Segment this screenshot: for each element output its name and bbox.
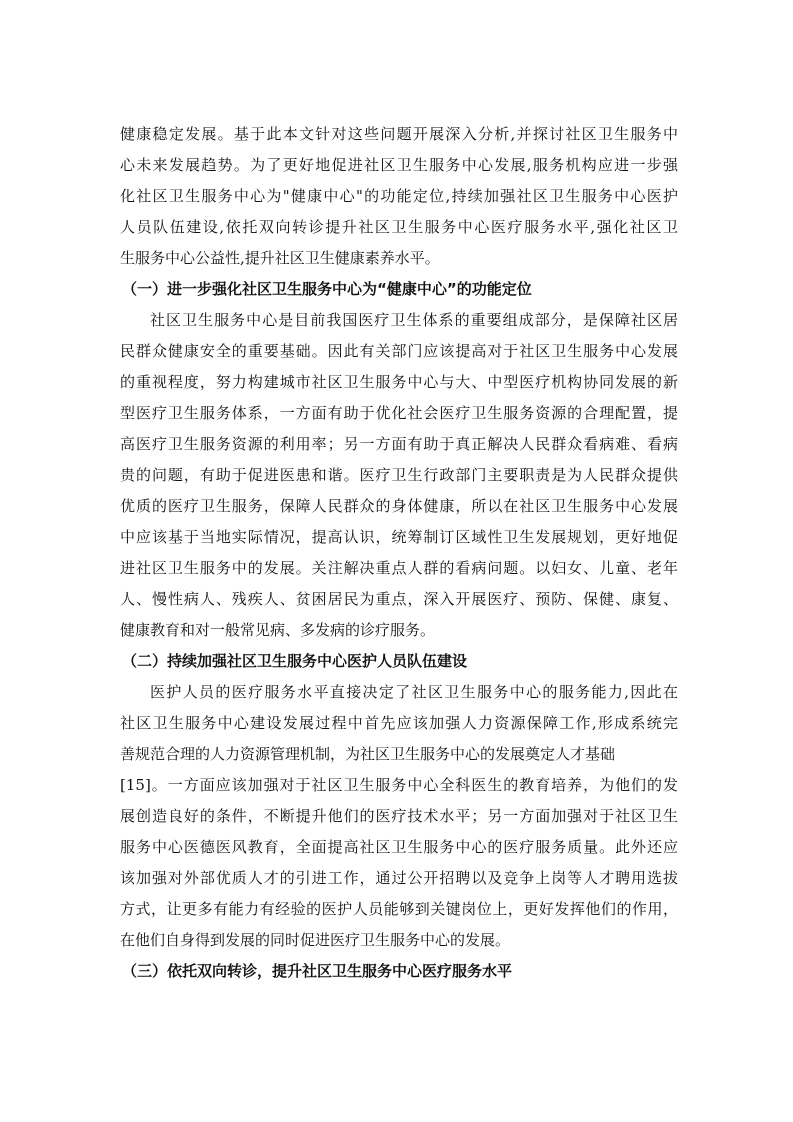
- paragraph-line: 方式，让更多有能力有经验的医护人员能够到关键岗位上，更好发挥他们的作用，: [120, 900, 678, 918]
- paragraph-line: 高医疗卫生服务资源的利用率；另一方面有助于真正解决人民群众看病难、看病: [120, 435, 678, 453]
- paragraph-line: 社区卫生服务中心建设发展过程中首先应该加强人力资源保障工作,形成系统完: [120, 714, 678, 732]
- section-1-paragraph: [120, 305, 678, 646]
- section-2-paragraph: [120, 677, 678, 956]
- paragraph-line: 人员队伍建设,依托双向转诊提升社区卫生服务中心医疗服务水平,强化社区卫: [120, 218, 678, 236]
- paragraph-line: 民群众健康安全的重要基础。因此有关部门应该提高对于社区卫生服务中心发展: [120, 342, 678, 360]
- section-heading-1: （一）进一步强化社区卫生服务中心为“健康中心”的功能定位: [122, 280, 532, 298]
- paragraph-line: 在他们自身得到发展的同时促进医疗卫生服务中心的发展。: [120, 931, 511, 949]
- paragraph-line: 贵的问题，有助于促进医患和谐。医疗卫生行政部门主要职责是为人民群众提供: [120, 466, 678, 484]
- paragraph-line: 的重视程度，努力构建城市社区卫生服务中心与大、中型医疗机构协同发展的新: [120, 373, 678, 391]
- paragraph-line: 优质的医疗卫生服务，保障人民群众的身体健康，所以在社区卫生服务中心发展: [120, 497, 678, 515]
- paragraph-line: 医护人员的医疗服务水平直接决定了社区卫生服务中心的服务能力,因此在: [150, 683, 678, 701]
- paragraph-line: 该加强对外部优质人才的引进工作，通过公开招聘以及竞争上岗等人才聘用选拔: [120, 869, 678, 887]
- paragraph-line: 型医疗卫生服务体系，一方面有助于优化社会医疗卫生服务资源的合理配置，提: [120, 404, 678, 422]
- paragraph-line: 化社区卫生服务中心为"健康中心"的功能定位,持续加强社区卫生服务中心医护: [120, 187, 678, 205]
- paragraph-line: 善规范合理的人力资源管理机制，为社区卫生服务中心的发展奠定人才基础: [120, 745, 616, 763]
- paragraph-line: [15]。一方面应该加强对于社区卫生服务中心全科医生的教育培养，为他们的发: [120, 776, 678, 794]
- intro-paragraph: [120, 119, 678, 274]
- paragraph-line: 生服务中心公益性,提升社区卫生健康素养水平。: [120, 249, 440, 267]
- section-heading-3: （三）依托双向转诊，提升社区卫生服务中心医疗服务水平: [122, 962, 513, 980]
- paragraph-line: 健康稳定发展。基于此本文针对这些问题开展深入分析,并探讨社区卫生服务中: [120, 125, 678, 143]
- paragraph-line: 健康教育和对一般常见病、多发病的诊疗服务。: [120, 621, 436, 639]
- paragraph-line: 进社区卫生服务中的发展。关注解决重点人群的看病问题。以妇女、儿童、老年: [120, 559, 678, 577]
- section-heading-2: （二）持续加强社区卫生服务中心医护人员队伍建设: [122, 652, 468, 670]
- paragraph-line: 社区卫生服务中心是目前我国医疗卫生体系的重要组成部分，是保障社区居: [150, 311, 678, 329]
- paragraph-line: 展创造良好的条件，不断提升他们的医疗技术水平；另一方面加强对于社区卫生: [120, 807, 678, 825]
- paragraph-line: 中应该基于当地实际情况，提高认识，统筹制订区域性卫生发展规划，更好地促: [120, 528, 678, 546]
- paragraph-line: 服务中心医德医风教育，全面提高社区卫生服务中心的医疗服务质量。此外还应: [120, 838, 678, 856]
- paragraph-line: 人、慢性病人、残疾人、贫困居民为重点，深入开展医疗、预防、保健、康复、: [120, 590, 678, 608]
- paragraph-line: 心未来发展趋势。为了更好地促进社区卫生服务中心发展,服务机构应进一步强: [120, 156, 678, 174]
- document-body: [120, 119, 678, 987]
